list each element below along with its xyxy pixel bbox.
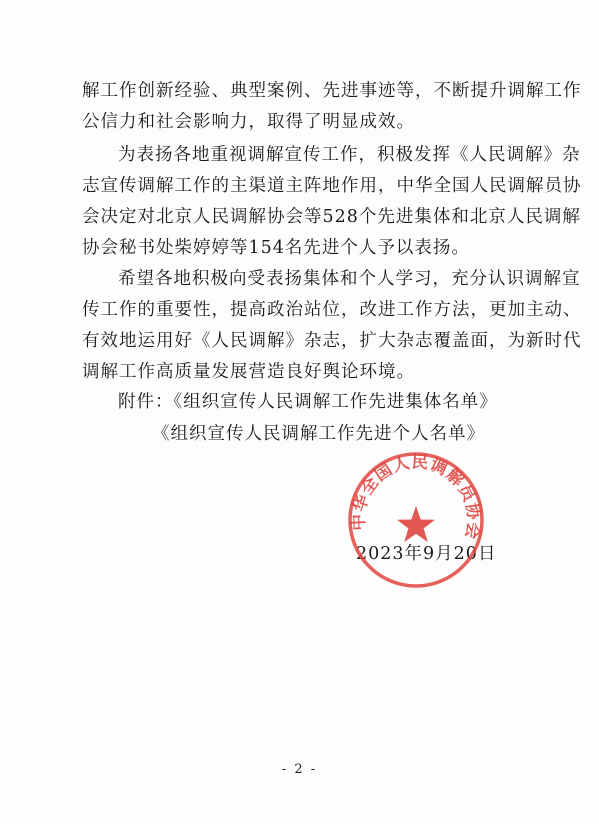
paragraph-line: 解工作创新经验、典型案例、先进事迹等，不断提升调解工作 — [82, 81, 582, 101]
paragraph-line: 志宣传调解工作的主渠道主阵地作用，中华全国人民调解员协 — [82, 176, 582, 196]
paragraph-line: 协会秘书处柴婷婷等154名先进个人予以表扬。 — [82, 238, 470, 258]
paragraph-line: 公信力和社会影响力，取得了明显成效。 — [82, 112, 415, 132]
paragraph-line: 为表扬各地重视调解宣传工作，积极发挥《人民调解》杂 — [118, 145, 581, 165]
document-date: 2023年9月20日 — [356, 544, 497, 564]
page-number: - 2 - — [281, 762, 318, 777]
attachment-line-2: 《组织宣传人民调解工作先进个人名单》 — [152, 424, 485, 444]
paragraph-1 — [82, 76, 582, 138]
paragraph-line: 传工作的重要性，提高政治站位，改进工作方法，更加主动、 — [82, 300, 582, 320]
official-seal — [346, 450, 486, 590]
paragraph-line: 有效地运用好《人民调解》杂志，扩大杂志覆盖面，为新时代 — [82, 331, 582, 351]
seal-text: 中华全国人民调解员协会 — [348, 452, 484, 542]
paragraph-3 — [82, 264, 582, 388]
paragraph-2 — [82, 140, 582, 264]
paragraph-line: 调解工作高质量发展营造良好舆论环境。 — [82, 362, 415, 382]
star-icon — [397, 506, 435, 542]
paragraph-line: 会决定对北京人民调解协会等528个先进集体和北京人民调解 — [82, 207, 581, 227]
attachment-line-1: 附件：《组织宣传人民调解工作先进集体名单》 — [118, 392, 498, 412]
paragraph-line: 希望各地积极向受表扬集体和个人学习，充分认识调解宣 — [118, 269, 581, 289]
